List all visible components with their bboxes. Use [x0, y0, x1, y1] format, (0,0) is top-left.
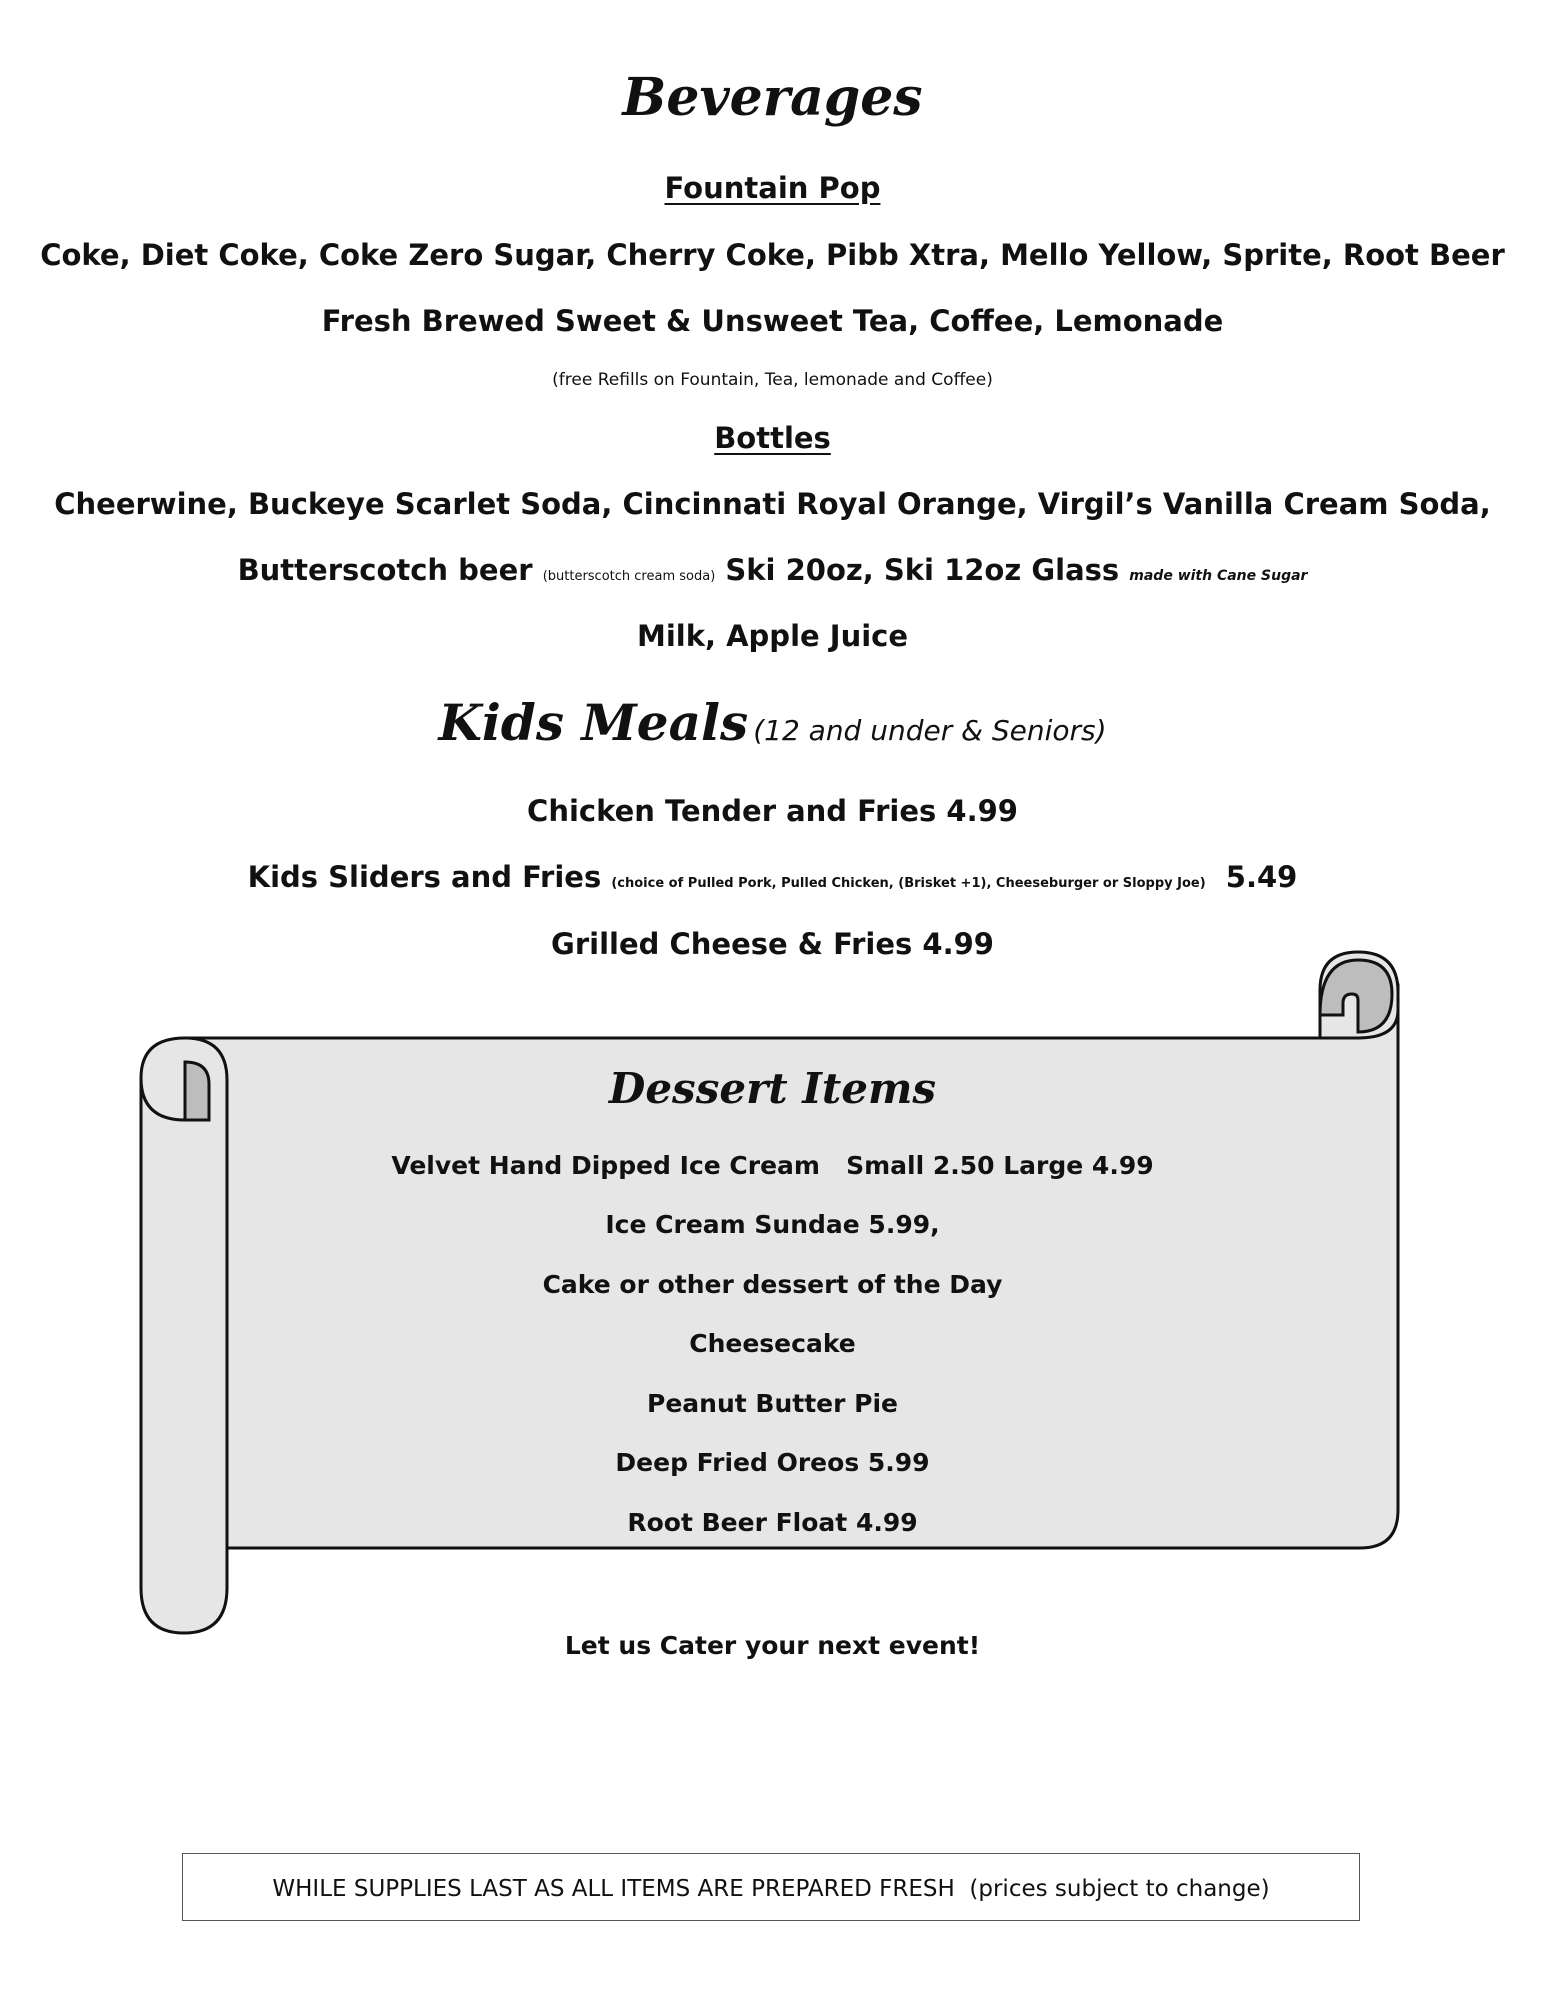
kids-item-2	[0, 860, 1545, 894]
kids-item-1: Chicken Tender and Fries 4.99	[527, 794, 1018, 828]
kids-meals-title: Kids Meals	[438, 693, 749, 752]
bottles-line-2	[0, 553, 1545, 587]
footer-box	[182, 1853, 1360, 1921]
fountain-pop-heading: Fountain Pop	[664, 171, 881, 205]
ski-label: Ski 20oz, Ski 12oz Glass	[725, 553, 1120, 587]
fountain-line-2: Fresh Brewed Sweet & Unsweet Tea, Coffee, Lemonade	[321, 304, 1224, 338]
dessert-item: Peanut Butter Pie	[647, 1389, 898, 1418]
cane-sugar-note: made with Cane Sugar	[1129, 568, 1308, 584]
kids-item-3: Grilled Cheese & Fries 4.99	[551, 927, 994, 961]
kids-sliders-note: (choice of Pulled Pork, Pulled Chicken, (Brisket +1), Cheeseburger or Sloppy Joe)	[611, 876, 1206, 891]
kids-sliders-price: 5.49	[1225, 860, 1298, 894]
kids-meals-header	[0, 693, 1545, 752]
dessert-item: Cake or other dessert of the Day	[542, 1270, 1003, 1299]
dessert-item: Root Beer Float 4.99	[627, 1508, 918, 1537]
dessert-title: Dessert Items	[608, 1064, 937, 1113]
butterscotch-note: (butterscotch cream soda)	[542, 569, 716, 584]
fountain-line-1: Coke, Diet Coke, Coke Zero Sugar, Cherry Coke, Pibb Xtra, Mello Yellow, Sprite, Root Beer	[40, 238, 1505, 272]
cater-message: Let us Cater your next event!	[564, 1631, 981, 1660]
footer-text: WHILE SUPPLIES LAST AS ALL ITEMS ARE PREPARED FRESH (prices subject to change)	[272, 1876, 1270, 1902]
kids-sliders-label: Kids Sliders and Fries	[247, 860, 602, 894]
dessert-item: Velvet Hand Dipped Ice Cream Small 2.50 Large 4.99	[391, 1151, 1154, 1180]
kids-meals-subtitle: (12 and under & Seniors)	[753, 714, 1107, 747]
refills-note: (free Refills on Fountain, Tea, lemonade and Coffee)	[552, 370, 993, 390]
butterscotch-beer-label: Butterscotch beer	[237, 553, 533, 587]
dessert-item: Cheesecake	[689, 1329, 856, 1358]
dessert-item: Ice Cream Sundae 5.99,	[605, 1210, 940, 1239]
dessert-item: Deep Fried Oreos 5.99	[615, 1448, 930, 1477]
beverages-title: Beverages	[622, 67, 923, 128]
bottles-line-3: Milk, Apple Juice	[636, 619, 909, 653]
bottles-line-1: Cheerwine, Buckeye Scarlet Soda, Cincinnati Royal Orange, Virgil’s Vanilla Cream Soda,	[54, 487, 1491, 521]
bottles-heading: Bottles	[714, 421, 831, 455]
